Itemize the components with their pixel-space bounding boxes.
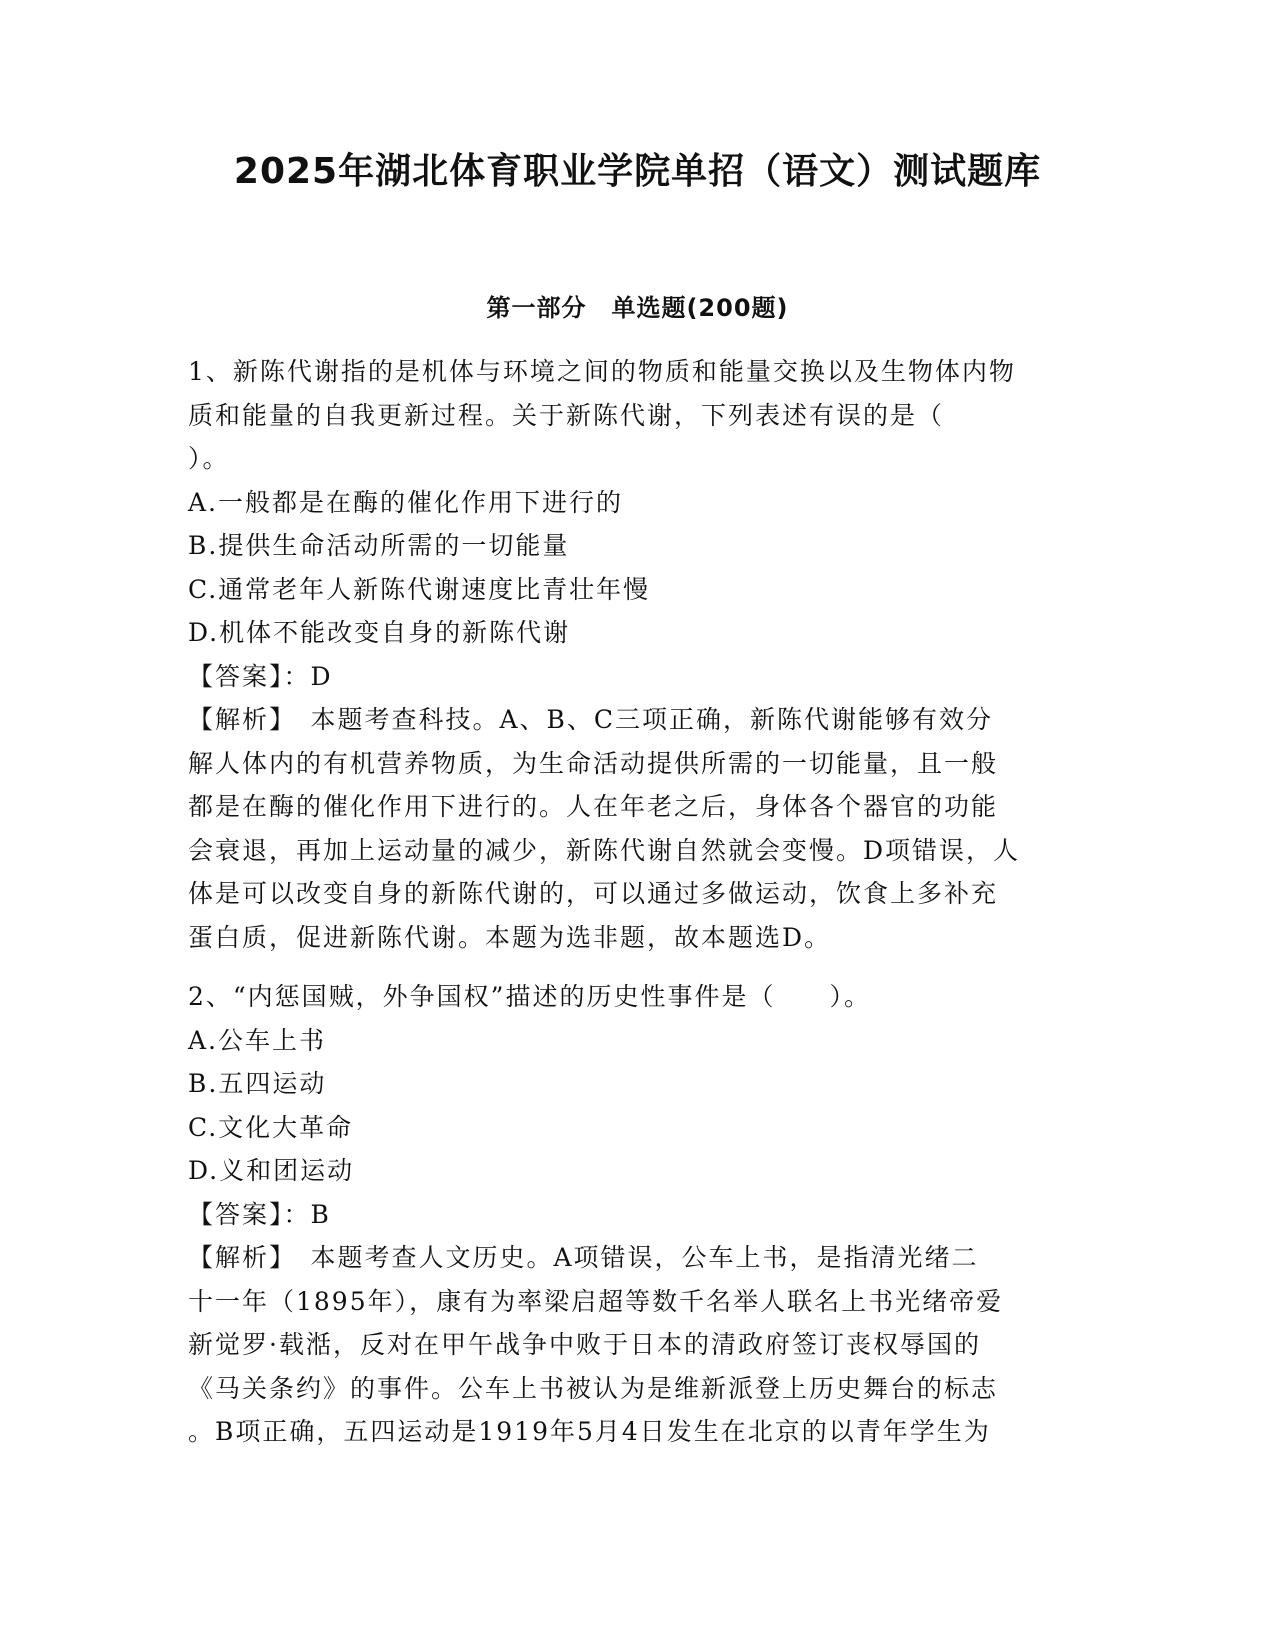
answer-line: 【答案】：B — [188, 1199, 331, 1229]
option-c: C.文化大革命 — [188, 1112, 354, 1142]
analysis-line: 蛋白质，促进新陈代谢。本题为选非题，故本题选D。 — [188, 922, 832, 952]
analysis-line: 十一年（1895年），康有为率梁启超等数千名举人联名上书光绪帝爱 — [188, 1286, 1004, 1316]
analysis-line: 会衰退，再加上运动量的减少，新陈代谢自然就会变慢。D项错误，人 — [188, 835, 1021, 865]
option-c: C.通常老年人新陈代谢速度比青壮年慢 — [188, 574, 651, 604]
analysis-line: 体是可以改变自身的新陈代谢的，可以通过多做运动，饮食上多补充 — [188, 879, 999, 908]
analysis-line: 解人体内的有机营养物质，为生命活动提供所需的一切能量，且一般 — [188, 748, 999, 778]
option-b: B.提供生命活动所需的一切能量 — [188, 531, 570, 560]
analysis-line: 【解析】 本题考查人文历史。A项错误，公车上书，是指清光绪二 — [188, 1243, 979, 1272]
answer-line: 【答案】：D — [188, 661, 333, 691]
analysis-line: 【解析】 本题考查科技。A、B、C三项正确，新陈代谢能够有效分 — [188, 705, 994, 734]
question-stem-line: 1、新陈代谢指的是机体与环境之间的物质和能量交换以及生物体内物 — [188, 357, 1016, 386]
analysis-line: 。B项正确，五四运动是1919年5月4日发生在北京的以青年学生为 — [188, 1417, 991, 1446]
section-title: 第一部分 单选题(200题) — [486, 294, 789, 322]
analysis-line: 都是在酶的催化作用下进行的。人在年老之后，身体各个器官的功能 — [188, 792, 999, 821]
question-stem-line: 2、“内惩国贼，外争国权”描述的历史性事件是（ ）。 — [188, 982, 871, 1011]
question-separator — [188, 959, 1088, 975]
question-stem-line: ）。 — [188, 444, 230, 473]
option-a: A.一般都是在酶的催化作用下进行的 — [188, 487, 624, 517]
question-stem-line: 质和能量的自我更新过程。关于新陈代谢，下列表述有误的是（ — [188, 400, 945, 430]
option-d: D.机体不能改变自身的新陈代谢 — [188, 618, 571, 647]
option-b: B.五四运动 — [188, 1069, 327, 1098]
analysis-line: 《马关条约》的事件。公车上书被认为是维新派登上历史舞台的标志 — [188, 1373, 999, 1403]
question-list — [188, 350, 1088, 1454]
question-item — [188, 350, 1088, 959]
document-title: 2025年湖北体育职业学院单招（语文）测试题库 — [233, 151, 1042, 192]
analysis-line: 新觉罗·载湉，反对在甲午战争中败于日本的清政府签订丧权辱国的 — [188, 1330, 981, 1359]
option-a: A.公车上书 — [188, 1025, 327, 1055]
option-d: D.义和团运动 — [188, 1156, 355, 1185]
question-item — [188, 975, 1088, 1454]
